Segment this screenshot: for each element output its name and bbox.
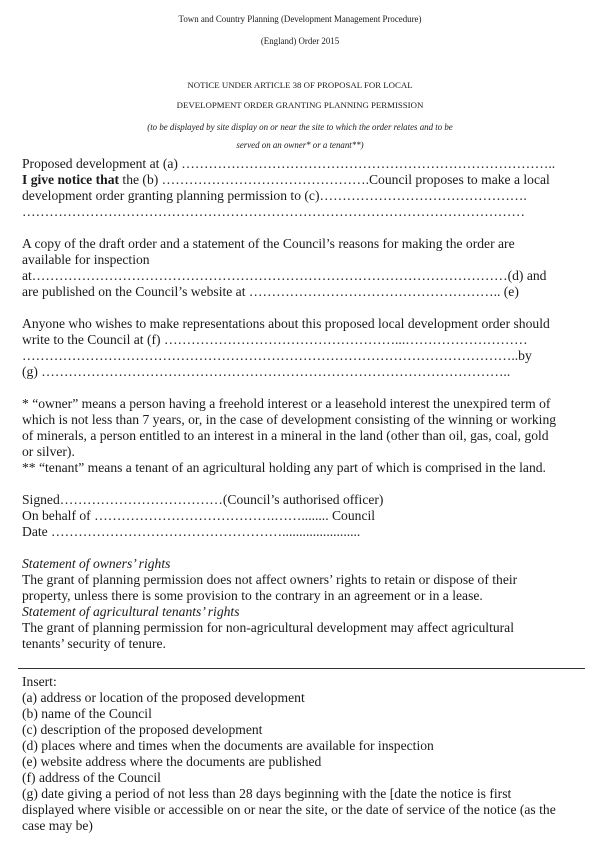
draft-order-line-2: available for inspection xyxy=(22,252,150,267)
display-note-line-1: (to be displayed by site display on or near the site to which the order relates and to be xyxy=(147,122,453,132)
insert-item-c: (c) description of the proposed development xyxy=(22,722,263,737)
representations-line-2: write to the Council at (f) ……………………………………………...……………………… xyxy=(22,332,528,347)
proposed-development-line: Proposed development at (a) ……………………………………………………………………….. xyxy=(22,156,556,171)
display-note-line-2: served on an owner* or a tenant**) xyxy=(236,140,364,150)
owner-definition-line-4: or silver). xyxy=(22,444,75,459)
tenants-rights-heading: Statement of agricultural tenants’ rights xyxy=(22,604,240,619)
insert-item-b: (b) name of the Council xyxy=(22,706,152,721)
representations-line-3: ………………………………………………………………………………………………..by xyxy=(22,348,532,363)
tenant-definition-line: ** “tenant” means a tenant of an agricultural holding any part of which is comprised in the land. xyxy=(22,460,546,475)
owner-definition-line-2: which is not less than 7 years, or, in the case of development consisting of the winning or working xyxy=(22,412,557,427)
insert-heading: Insert: xyxy=(22,674,57,689)
give-notice-bold: I give notice that xyxy=(22,172,120,187)
notice-title-line-2: DEVELOPMENT ORDER GRANTING PLANNING PERMISSION xyxy=(176,100,424,110)
insert-item-d: (d) places where and times when the documents are available for inspection xyxy=(22,738,434,753)
tenants-rights-line-1: The grant of planning permission for non-agricultural development may affect agricultural xyxy=(22,620,514,635)
date-line: Date ……………………………………………....................... xyxy=(22,524,361,539)
inspection-place-line: at……………………………………………………………………………………………(d) and xyxy=(22,268,547,283)
owners-rights-line-1: The grant of planning permission does not affect owners’ rights to retain or dispose of their xyxy=(22,572,518,587)
owners-rights-line-2: property, unless there is some provision to the contrary in an agreement or in a lease. xyxy=(22,588,483,603)
representations-line-1: Anyone who wishes to make representations about this proposed local development order should xyxy=(22,316,550,331)
on-behalf-line: On behalf of ………………………………….……........ Council xyxy=(22,508,376,523)
draft-order-line-1: A copy of the draft order and a statement of the Council’s reasons for making the order are xyxy=(22,236,515,251)
insert-item-e: (e) website address where the documents are published xyxy=(22,754,322,769)
representations-line-4: (g) ………………………………………………………………………………………….. xyxy=(22,364,511,379)
permission-to-line: development order granting planning permission to (c)………………………………………. xyxy=(22,188,527,203)
blank-dotted-line: ………………………………………………………………………………………………… xyxy=(22,204,525,219)
give-notice-rest: the (b) ……………………………………….Council proposes to make a local xyxy=(119,172,550,187)
insert-item-f: (f) address of the Council xyxy=(22,770,161,785)
owner-definition-line-3: of minerals, a person entitled to an interest in a mineral in the land (other than oil, gas, coal, gold xyxy=(22,428,549,443)
owners-rights-heading: Statement of owners’ rights xyxy=(22,556,171,571)
insert-item-a: (a) address or location of the proposed development xyxy=(22,690,305,705)
insert-item-g-line-3: case may be) xyxy=(22,818,93,833)
order-title-line-1: Town and Country Planning (Development Management Procedure) xyxy=(178,14,422,24)
order-title-line-2: (England) Order 2015 xyxy=(260,36,340,46)
insert-item-g-line-1: (g) date giving a period of not less than 28 days beginning with the [date the notice is first xyxy=(22,786,512,801)
owner-definition-line-1: * “owner” means a person having a freehold interest or a leasehold interest the unexpired term of xyxy=(22,396,551,411)
insert-item-g-line-2: displayed where visible or accessible on or near the site, or the date of service of the notice (as the xyxy=(22,802,556,817)
signed-line: Signed………………………………(Council’s authorised officer) xyxy=(22,492,384,507)
tenants-rights-line-2: tenants’ security of tenure. xyxy=(22,636,166,651)
section-divider xyxy=(18,668,585,669)
notice-title-line-1: NOTICE UNDER ARTICLE 38 OF PROPOSAL FOR LOCAL xyxy=(187,80,413,90)
give-notice-line xyxy=(22,172,550,188)
website-line: are published on the Council’s website at ……………………………………………….. (e) xyxy=(22,284,519,299)
